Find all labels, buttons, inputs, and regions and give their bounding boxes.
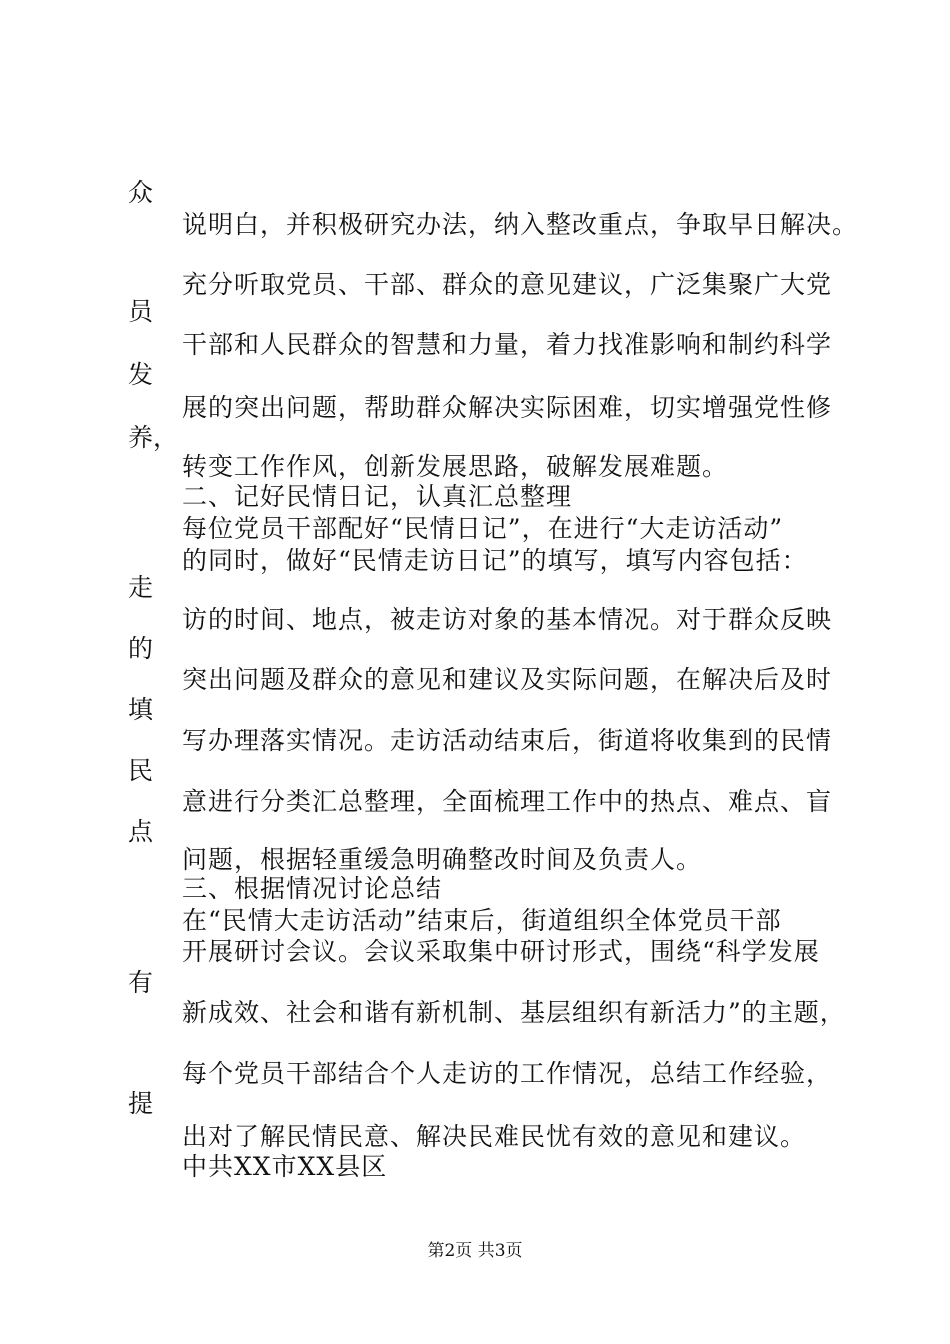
page-footer: 第2页 共3页 (427, 1241, 523, 1261)
body-line: 意进行分类汇总整理，全面梳理工作中的热点、难点、盲 (182, 787, 833, 816)
body-line: 新成效、社会和谐有新机制、基层组织有新活力”的主题， (182, 998, 846, 1027)
margin-char: 提 (128, 1089, 154, 1118)
margin-char: 发 (128, 360, 154, 389)
body-line: 访的时间、地点，被走访对象的基本情况。对于群众反映 (182, 605, 833, 634)
body-line: 每个党员干部结合个人走访的工作情况，总结工作经验， (182, 1059, 833, 1088)
section-heading: 二、记好民情日记，认真汇总整理 (182, 482, 573, 511)
body-line: 每位党员干部配好“民情日记”，在进行“大走访活动” (182, 514, 784, 543)
body-line: 说明白，并积极研究办法，纳入整改重点，争取早日解决。 (182, 210, 859, 239)
body-line: 问题，根据轻重缓急明确整改时间及负责人。 (182, 845, 703, 874)
body-line: 出对了解民情民意、解决民难民忧有效的意见和建议。 (182, 1122, 807, 1151)
margin-char: 养， (128, 423, 179, 452)
margin-char: 点 (128, 817, 154, 846)
margin-char: 有 (128, 968, 154, 997)
signature-line: 中共XX市XX县区 (182, 1152, 388, 1181)
body-line: 在“民情大走访活动”结束后，街道组织全体党员干部 (182, 906, 782, 935)
body-line: 开展研讨会议。会议采取集中研讨形式，围绕“科学发展 (182, 937, 820, 966)
body-line: 写办理落实情况。走访活动结束后，街道将收集到的民情 (182, 726, 833, 755)
body-line: 的同时，做好“民情走访日记”的填写，填写内容包括： (182, 546, 808, 575)
margin-char: 民 (128, 756, 154, 785)
section-heading: 三、根据情况讨论总结 (182, 874, 443, 903)
margin-char: 员 (128, 297, 154, 326)
margin-char: 的 (128, 634, 154, 663)
margin-char: 众 (128, 178, 154, 207)
body-line: 突出问题及群众的意见和建议及实际问题，在解决后及时 (182, 665, 833, 694)
body-line: 展的突出问题，帮助群众解决实际困难，切实增强党性修 (182, 393, 833, 422)
margin-char: 走 (128, 573, 154, 602)
margin-char: 填 (128, 695, 154, 724)
body-line: 干部和人民群众的智慧和力量，着力找准影响和制约科学 (182, 330, 833, 359)
body-line: 充分听取党员、干部、群众的意见建议，广泛集聚广大党 (182, 270, 833, 299)
body-line: 转变工作作风，创新发展思路，破解发展难题。 (182, 452, 729, 481)
